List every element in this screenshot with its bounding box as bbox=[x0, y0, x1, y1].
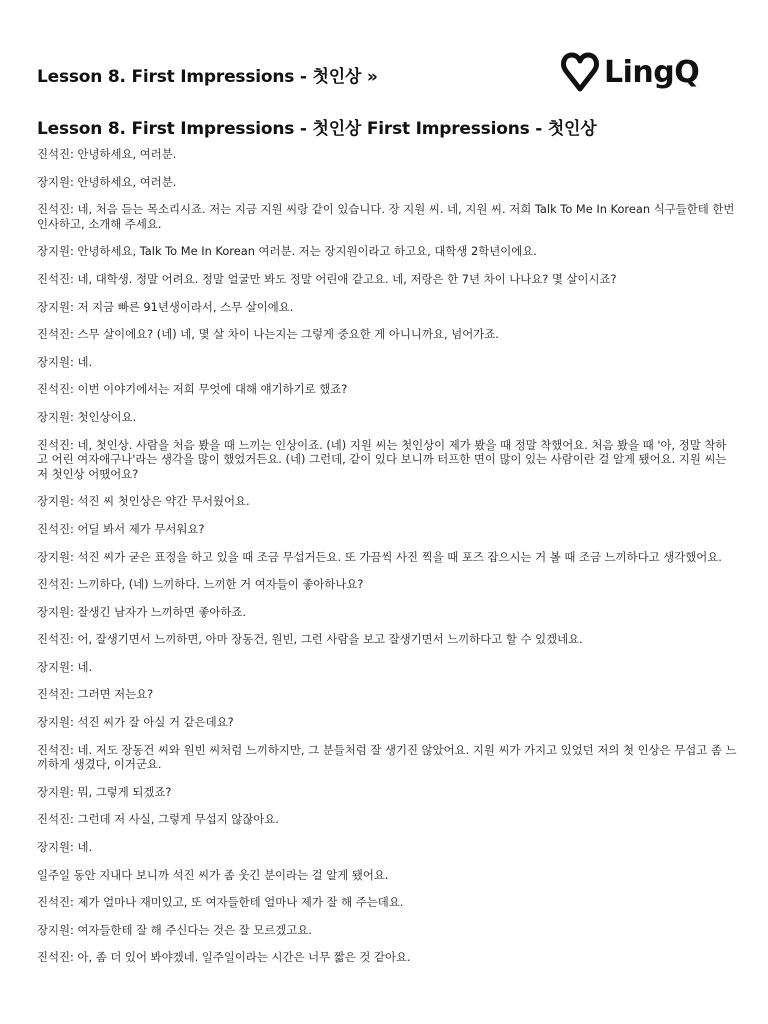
transcript-paragraph: 장지원: 첫인상이요. bbox=[37, 409, 137, 424]
page-title: Lesson 8. First Impressions - 첫인상 First Impressions - 첫인상 bbox=[37, 119, 597, 139]
transcript-paragraph: 진석진: 네, 처음 듣는 목소리시죠. 저는 지금 지원 씨랑 같이 있습니다. 장 지원 씨. 네, 지원 씨. 저희 Talk To Me In Korean 식구들한테 한번 인사하고, 소개해 주세요. bbox=[37, 202, 735, 231]
transcript-paragraph: 진석진: 그러면 저는요? bbox=[37, 687, 154, 702]
transcript-paragraph: 장지원: 뭐, 그렇게 되겠죠? bbox=[37, 784, 172, 799]
lingq-logo[interactable] bbox=[560, 44, 730, 100]
transcript-paragraph: 진석진: 아, 좀 더 있어 봐야겠네. 일주일이라는 시간은 너무 짧은 것 같아요. bbox=[37, 950, 411, 965]
transcript-paragraph: 진석진: 그런데 저 사실, 그렇게 무섭지 않잖아요. bbox=[37, 812, 279, 827]
lingq-heart-pin-icon bbox=[560, 49, 600, 95]
transcript-paragraph: 진석진: 네, 첫인상. 사람을 처음 봤을 때 느끼는 인상이죠. (네) 지원 씨는 첫인상이 제가 봤을 때 정말 착했어요. 처음 봤을 때 '아, 정말 착하고 어린 여자애구나'라는 생각을 많이 했었거든요. (네) 그런데, 같이 있다 보니까 터프한 면이 많이 있는 사람이란 걸 알게 됐어요. 지원 씨는 저 첫인상 어땠어요? bbox=[37, 437, 727, 481]
transcript-paragraph: 장지원: 안녕하세요, Talk To Me In Korean 여러분. 저는 장지원이라고 하고요, 대학생 2학년이에요. bbox=[37, 244, 537, 259]
transcript-paragraph: 장지원: 네. bbox=[37, 659, 93, 674]
transcript-paragraph: 진석진: 네, 대학생. 정말 어려요. 정말 얼굴만 봐도 정말 어린애 같고요. 네, 저랑은 한 7년 차이 나나요? 몇 살이시죠? bbox=[37, 271, 617, 286]
transcript-paragraph: 장지원: 석진 씨가 굳은 표정을 하고 있을 때 조금 무섭거든요. 또 가끔씩 사진 찍을 때 포즈 잡으시는 거 볼 때 조금 느끼하다고 생각했어요. bbox=[37, 549, 722, 564]
transcript bbox=[37, 147, 737, 978]
transcript-paragraph: 진석진: 어딜 봐서 제가 무서워요? bbox=[37, 521, 205, 536]
transcript-paragraph: 장지원: 석진 씨가 잘 아실 거 같은데요? bbox=[37, 715, 234, 730]
transcript-paragraph: 장지원: 잘생긴 남자가 느끼하면 좋아하죠. bbox=[37, 604, 246, 619]
transcript-paragraph: 장지원: 안녕하세요, 여러분. bbox=[37, 174, 177, 189]
logo-text: LingQ bbox=[604, 54, 700, 90]
transcript-paragraph: 장지원: 여자들한테 잘 해 주신다는 것은 잘 모르겠고요. bbox=[37, 922, 312, 937]
transcript-paragraph: 진석진: 네. 저도 장동건 씨와 원빈 씨처럼 느끼하지만, 그 분들처럼 잘 생기진 않았어요. 지원 씨가 가지고 있었던 저의 첫 인상은 무섭고 좀 느끼하게 생겼다, 이거군요. bbox=[37, 742, 737, 772]
lesson-link[interactable]: Lesson 8. First Impressions - 첫인상 » bbox=[37, 67, 378, 87]
transcript-paragraph: 장지원: 저 지금 빠른 91년생이라서, 스무 살이에요. bbox=[37, 299, 294, 314]
transcript-paragraph: 장지원: 네. bbox=[37, 354, 93, 369]
transcript-paragraph: 진석진: 제가 얼마나 재미있고, 또 여자들한테 얼마나 제가 잘 해 주는데요. bbox=[37, 895, 404, 910]
transcript-paragraph: 진석진: 이번 이야기에서는 저희 무엇에 대해 얘기하기로 했죠? bbox=[37, 382, 348, 397]
transcript-paragraph: 일주일 동안 지내다 보니까 석진 씨가 좀 웃긴 분이라는 걸 알게 됐어요. bbox=[37, 867, 389, 882]
transcript-paragraph: 진석진: 느끼하다, (네) 느끼하다. 느끼한 거 여자들이 좋아하나요? bbox=[37, 577, 364, 592]
transcript-paragraph: 진석진: 스무 살이에요? (네) 네, 몇 살 차이 나는지는 그렇게 중요한 게 아니니까요, 넘어가죠. bbox=[37, 327, 499, 342]
transcript-paragraph: 장지원: 석진 씨 첫인상은 약간 무서웠어요. bbox=[37, 494, 250, 509]
transcript-paragraph: 진석진: 안녕하세요, 여러분. bbox=[37, 147, 177, 161]
transcript-paragraph: 장지원: 네. bbox=[37, 840, 93, 855]
transcript-paragraph: 진석진: 어, 잘생기면서 느끼하면, 아마 장동건, 원빈, 그런 사람을 보고 잘생기면서 느끼하다고 할 수 있겠네요. bbox=[37, 632, 583, 647]
